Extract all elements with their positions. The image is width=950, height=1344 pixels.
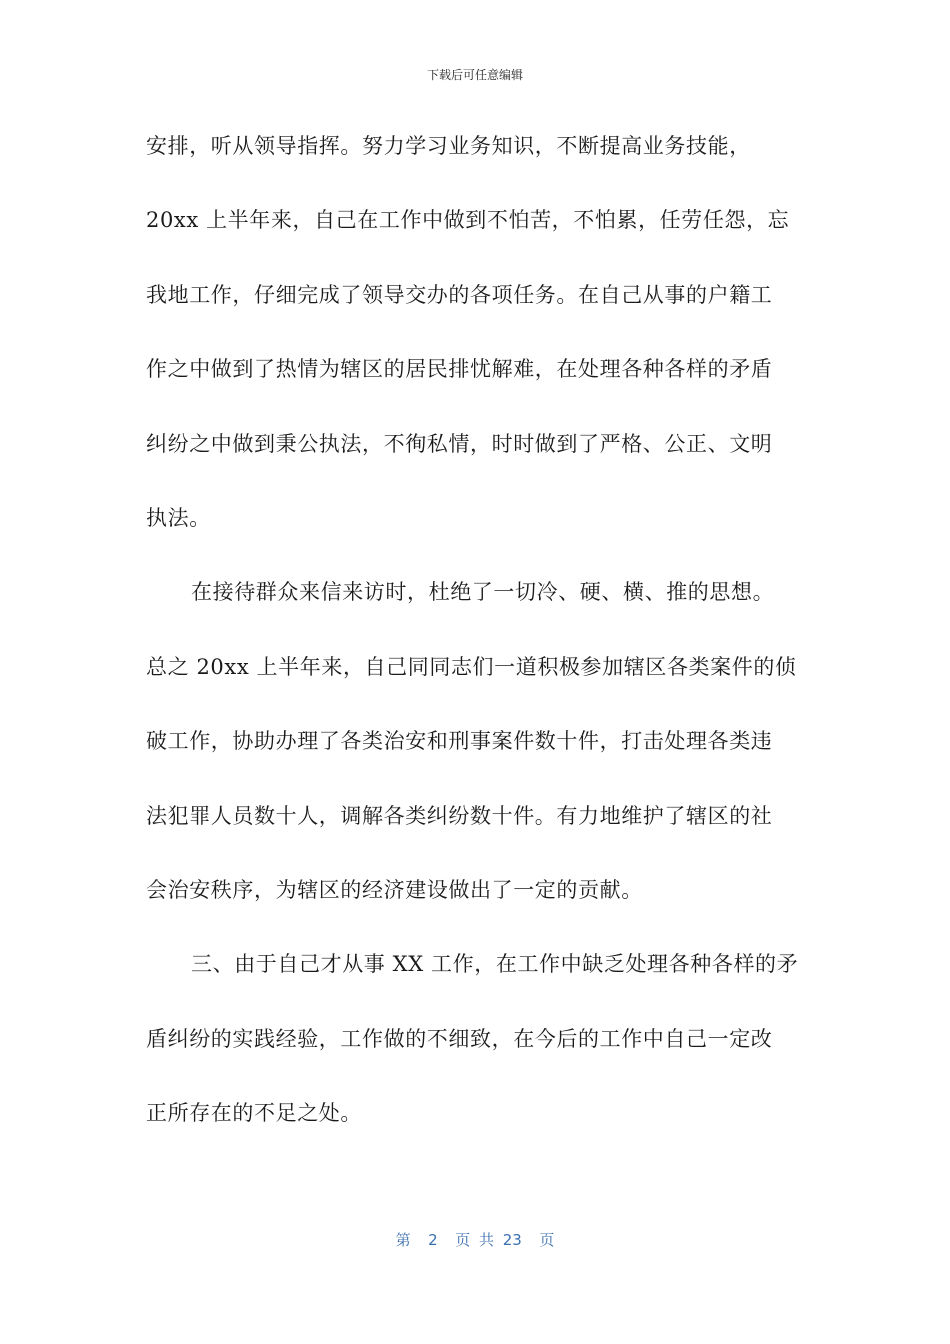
text-line: 盾纠纷的实践经验，工作做的不细致，在今后的工作中自己一定改: [146, 1026, 773, 1051]
text-line: 法犯罪人员数十人，调解各类纠纷数十件。有力地维护了辖区的社: [146, 803, 773, 828]
text-line: 我地工作，仔细完成了领导交办的各项任务。在自己从事的户籍工: [146, 282, 773, 307]
page-header-note: 下载后可任意编辑: [426, 68, 523, 82]
document-body: [146, 128, 806, 1169]
text-line: 总之 20xx 上半年来，自己同同志们一道积极参加辖区各类案件的侦: [146, 654, 797, 679]
text-line: 破工作，协助办理了各类治安和刑事案件数十件，打击处理各类违: [146, 729, 773, 754]
page-number-footer: [0, 1229, 950, 1250]
text-line: 纠纷之中做到秉公执法，不徇私情，时时做到了严格、公正、文明: [146, 431, 773, 456]
text-line: 执法。: [146, 505, 211, 530]
paragraph-start-line: 三、由于自己才从事 XX 工作，在工作中缺乏处理各种各样的矛: [191, 952, 799, 977]
text-line: 正所存在的不足之处。: [146, 1101, 362, 1126]
text-line: 20xx 上半年来，自己在工作中做到不怕苦，不怕累，任劳任怨，忘: [146, 208, 790, 233]
page-number-text: 第 2 页 共 23 页: [395, 1231, 555, 1249]
text-line: 安排，听从领导指挥。努力学习业务知识，不断提高业务技能，: [146, 134, 751, 158]
text-line: 会治安秩序，为辖区的经济建设做出了一定的贡献。: [146, 877, 643, 902]
paragraph-start-line: 在接待群众来信来访时，杜绝了一切冷、硬、横、推的思想。: [191, 580, 775, 605]
text-line: 作之中做到了热情为辖区的居民排忧解难，在处理各种各样的矛盾: [146, 357, 773, 382]
